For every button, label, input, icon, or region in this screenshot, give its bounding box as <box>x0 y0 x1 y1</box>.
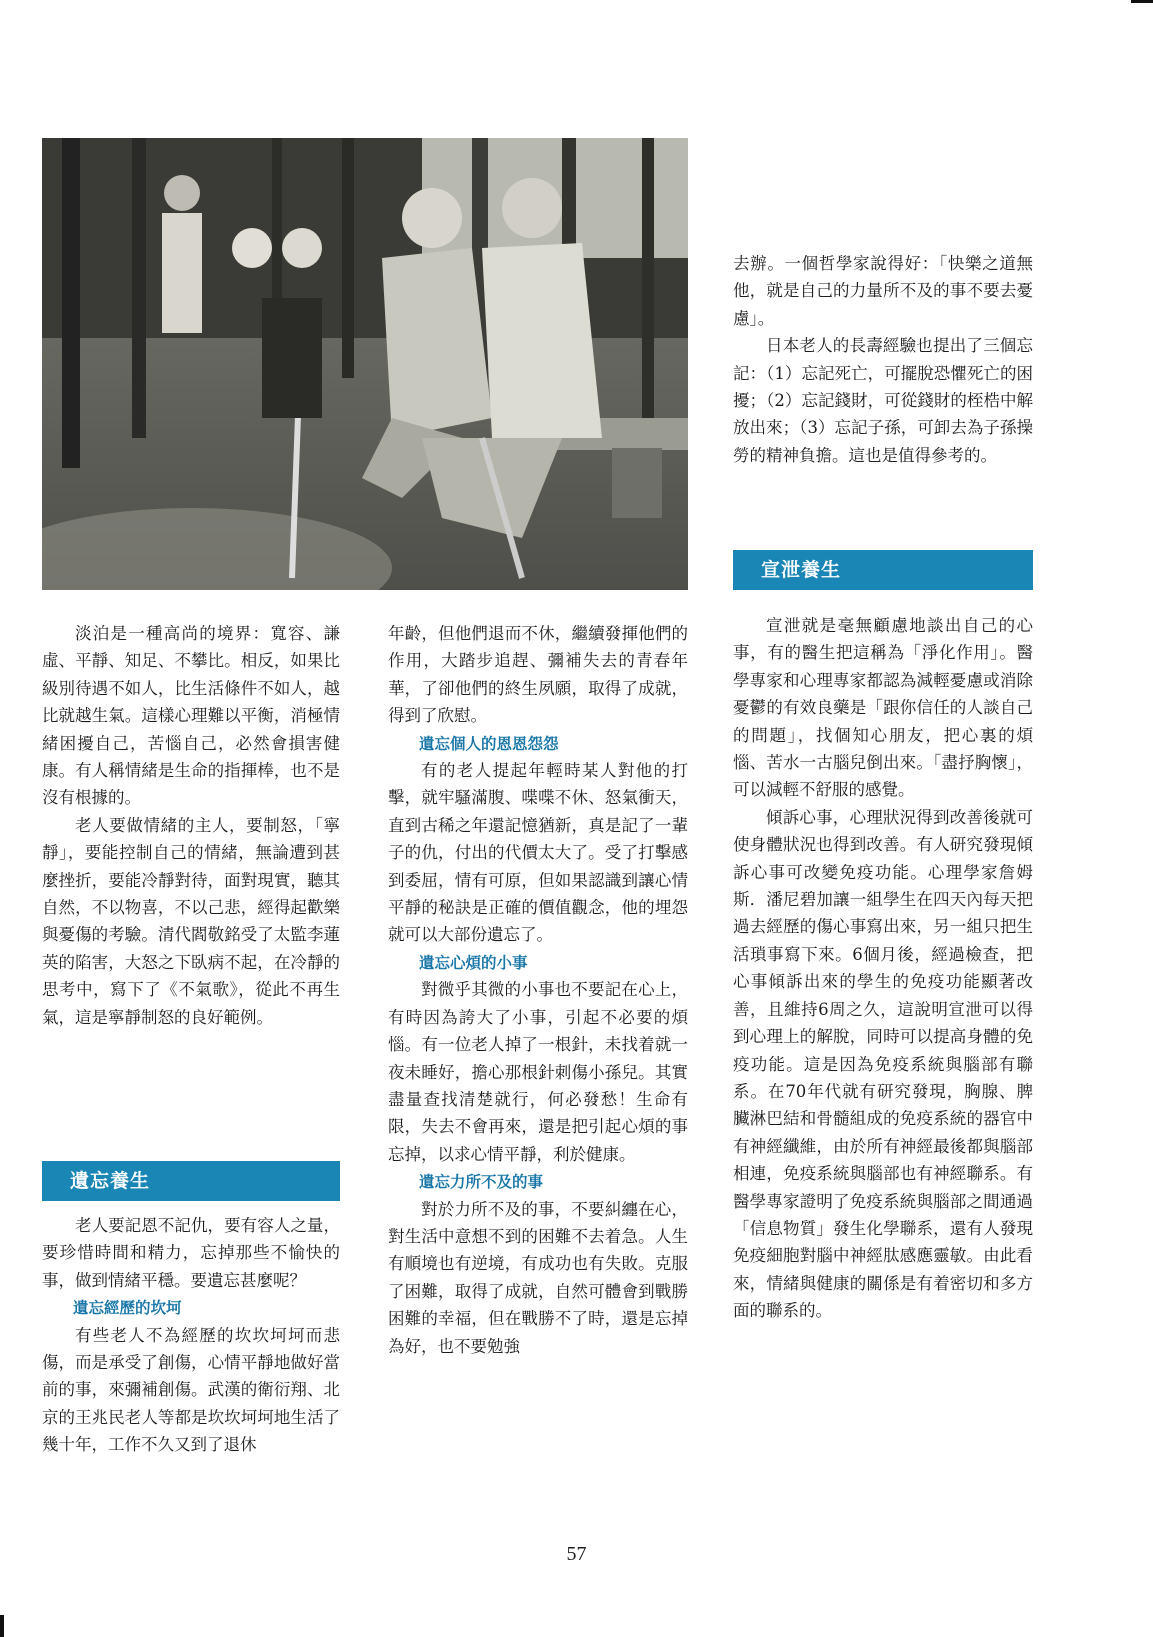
paragraph: 老人要記恩不記仇，要有容人之量，要珍惜時間和精力，忘掉那些不愉快的事，做到情緒平穩。要遺忘甚麼呢？ <box>42 1216 340 1290</box>
subheading: 遺忘心煩的小事 <box>419 952 528 972</box>
page-number: 57 <box>566 1543 587 1565</box>
subheading: 遺忘個人的恩恩怨怨 <box>419 733 559 753</box>
crop-mark <box>0 1615 4 1637</box>
section-title: 宣泄養生 <box>761 559 842 581</box>
paragraph: 去辦。一個哲學家說得好：「快樂之道無他，就是自己的力量所不及的事不要去憂慮」。 <box>733 254 1033 328</box>
text-column-2 <box>388 620 688 1360</box>
text-column-1-lower <box>42 1212 340 1459</box>
text-column-1 <box>42 620 340 1031</box>
paragraph: 淡泊是一種高尚的境界：寬容、謙虛、平靜、知足、不攀比。相反，如果比級別待遇不如人，比生活條件不如人，越比就越生氣。這樣心理難以平衡，消極情緒困擾自己，苦惱自己，必然會損害健康。有人稱情緒是生命的指揮棒，也不是沒有根據的。 <box>42 624 340 808</box>
paragraph: 日本老人的長壽經驗也提出了三個忘記：（1）忘記死亡，可擺脫恐懼死亡的困擾；（2）忘記錢財，可從錢財的桎梏中解放出來；（3）忘記子孫，可卸去為子孫操勞的精神負擔。這也是值得參考的。 <box>733 336 1033 465</box>
paragraph: 宣泄就是毫無顧慮地談出自己的心事，有的醫生把這稱為「淨化作用」。醫學專家和心理專家都認為減輕憂慮或消除憂鬱的有效良藥是「跟你信任的人談自己的問題」，找個知心朋友，把心裏的煩惱、苦水一古腦兒倒出來。「盡抒胸懷」，可以減輕不舒服的感覺。 <box>733 616 1033 800</box>
paragraph: 年齡，但他們退而不休，繼續發揮他們的作用，大踏步追趕、彌補失去的青春年華，了卻他們的終生夙願，取得了成就，得到了欣慰。 <box>388 624 688 726</box>
section-heading-forgetting <box>42 1161 340 1201</box>
crop-mark <box>1131 0 1153 3</box>
subheading: 遺忘力所不及的事 <box>419 1172 544 1192</box>
text-column-3 <box>733 250 1033 469</box>
section-title: 遺忘養生 <box>70 1170 151 1192</box>
paragraph: 對微乎其微的小事也不要記在心上，有時因為誇大了小事，引起不必要的煩惱。有一位老人掉了一根針，未找着就一夜未睡好，擔心那根針刺傷小孫兒。其實盡量查找清楚就行，何必發愁！生命有限，失去不會再來，還是把引起心煩的事忘掉，以求心情平靜，利於健康。 <box>388 980 688 1164</box>
section-heading-venting <box>733 550 1033 590</box>
paragraph: 傾訴心事，心理狀況得到改善後就可使身體狀況也得到改善。有人研究發現傾訴心事可改變免疫功能。心理學家詹姆斯．潘尼碧加讓一組學生在四天內每天把過去經歷的傷心事寫出來，另一組只把生活瑣事寫下來。6個月後，經過檢查，把心事傾訴出來的學生的免疫功能顯著改善，且維持6周之久，這說明宣泄可以得到心理上的解脫，同時可以提高身體的免疫功能。這是因為免疫系統與腦部有聯系。在70年代就有研究發現，胸腺、脾臟淋巴結和骨髓組成的免疫系統的器官中有神經纖維，由於所有神經最後都與腦部相連，免疫系統與腦部也有神經聯系。有醫學專家證明了免疫系統與腦部之間通過「信息物質」發生化學聯系，還有人發現免疫細胞對腦中神經肽感應靈敏。由此看來，情緒與健康的關係是有着密切和多方面的聯系的。 <box>733 807 1033 1321</box>
paragraph: 有的老人提起年輕時某人對他的打擊，就牢騷滿腹、喋喋不休、怒氣衝天，直到古稀之年還記憶猶新，真是記了一輩子的仇，付出的代價太大了。受了打擊感到委屈，情有可原，但如果認識到讓心情平靜的秘訣是正確的價值觀念，他的埋怨就可以大部份遺忘了。 <box>388 761 688 945</box>
text-column-3-lower <box>733 612 1033 1325</box>
elderly-men-photo <box>42 138 688 590</box>
subheading: 遺忘經歷的坎坷 <box>73 1298 182 1318</box>
paragraph: 老人要做情緒的主人，要制怒，「寧靜」，要能控制自己的情緒，無論遭到甚麼挫折，要能冷靜對待，面對現實，聽其自然，不以物喜，不以己悲，經得起歡樂與憂傷的考驗。清代閻敬銘受了太監李蓮英的陷害，大怒之下臥病不起，在冷靜的思考中，寫下了《不氣歌》，從此不再生氣，這是寧靜制怒的良好範例。 <box>42 815 340 1027</box>
paragraph: 對於力所不及的事，不要糾纏在心，對生活中意想不到的困難不去着急。人生有順境也有逆境，有成功也有失敗。克服了困難，取得了成就，自然可體會到戰勝困難的幸福，但在戰勝不了時，還是忘掉為好，也不要勉強 <box>388 1199 688 1356</box>
paragraph: 有些老人不為經歷的坎坎坷坷而悲傷，而是承受了創傷，心情平靜地做好當前的事，來彌補創傷。武漢的衛衍翔、北京的王兆民老人等都是坎坎坷坷地生活了幾十年，工作不久又到了退休 <box>42 1325 340 1455</box>
